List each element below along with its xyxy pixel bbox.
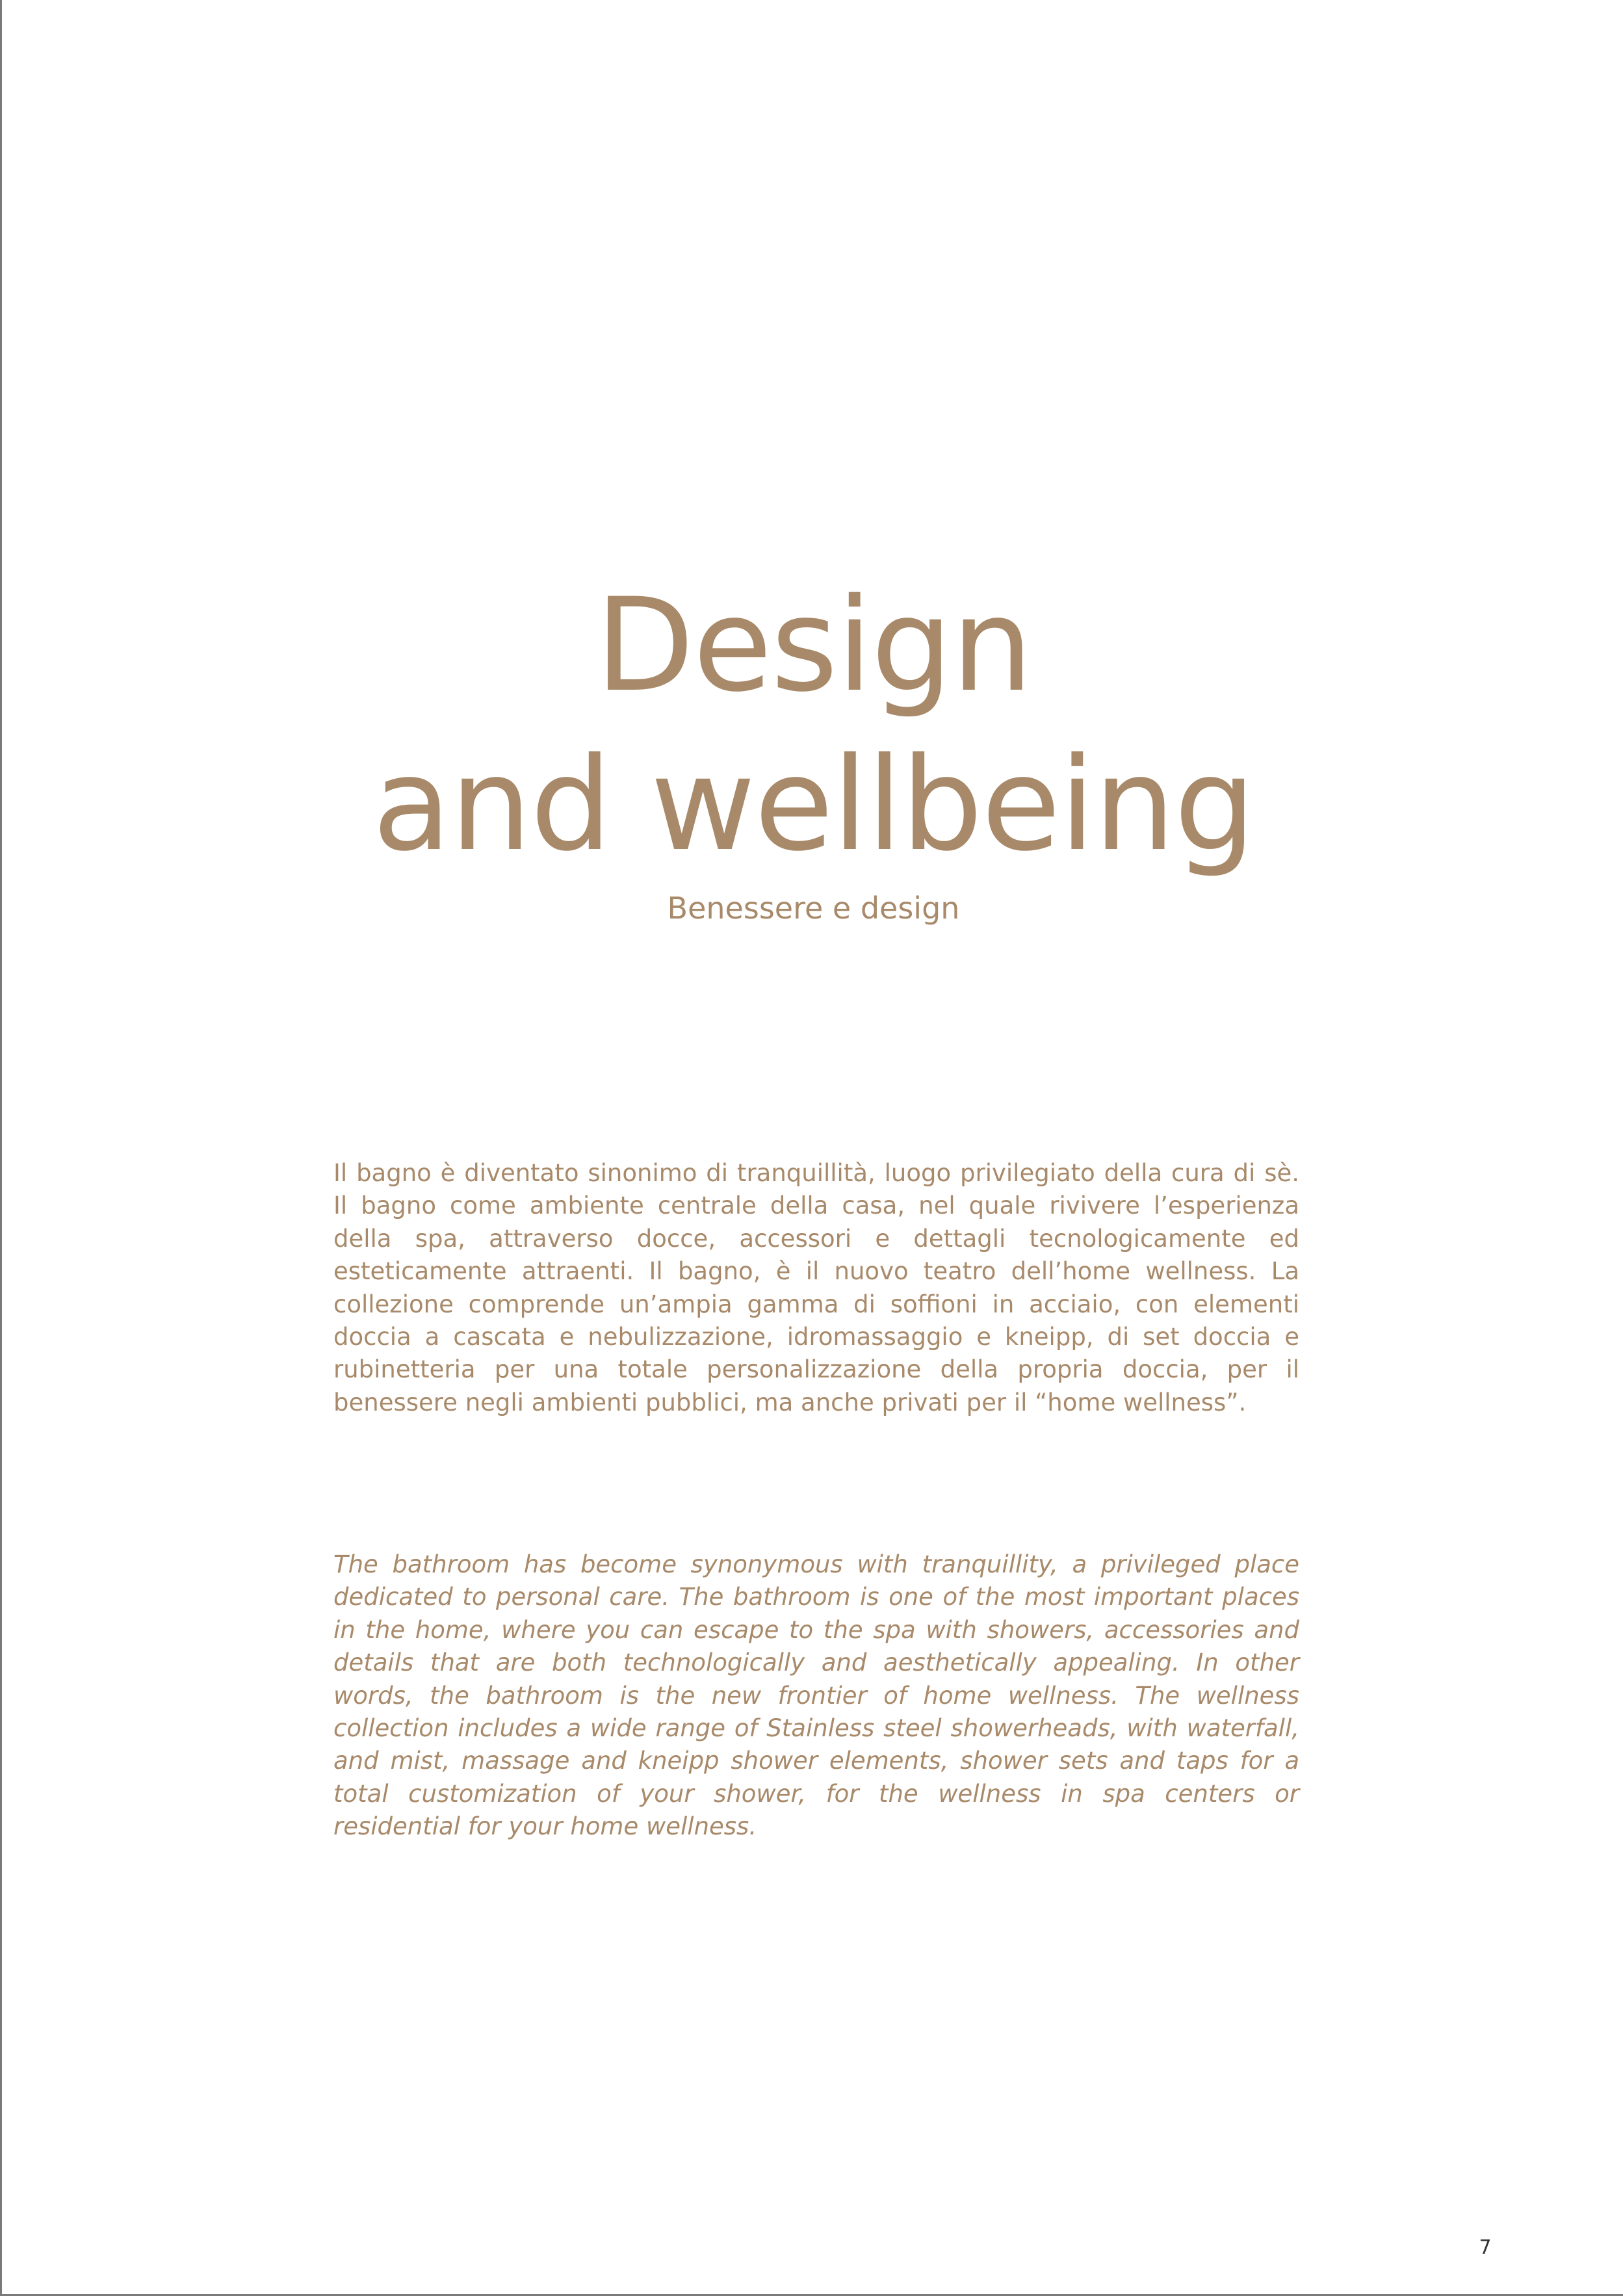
subtitle: Benessere e design <box>667 891 960 926</box>
english-paragraph: The bathroom has become synonymous with tranquillity, a privileged place dedicated to personal care. The bathroom is one of the most important places in the home, where you can escape to the spa with showers, accessories and details that are both technologically and aesthetically appealing. In other words, the bathroom is the new frontier of home wellness. The wellness collection includes a wide range of Stainless steel showerheads, with waterfall, and mist, massage and kneipp shower elements, shower sets and taps for a total customization of your shower, for the wellness in spa centers or residential for your home wellness. <box>333 1550 1299 1841</box>
page-number: 7 <box>1479 2236 1492 2259</box>
title-line-2: and wellbeing <box>372 729 1254 880</box>
italian-paragraph: Il bagno è diventato sinonimo di tranquillità, luogo privilegiato della cura di sè. Il bagno come ambiente centrale della casa, nel quale rivivere l’esperienza della spa, attraverso docce, accessori e dettagli tecnologicamente ed esteticamente attraenti. Il bagno, è il nuovo teatro dell’home wellness. La collezione comprende un’ampia gamma di soffioni in acciaio, con elementi doccia a cascata e nebulizzazione, idromassaggio e kneipp, di set doccia e rubinetteria per una totale personalizzazione della propria doccia, per il benessere negli ambienti pubblici, ma anche privati per il “home wellness”. <box>333 1159 1299 1416</box>
title-line-1: Design <box>595 570 1032 720</box>
page-title <box>2 566 1623 884</box>
